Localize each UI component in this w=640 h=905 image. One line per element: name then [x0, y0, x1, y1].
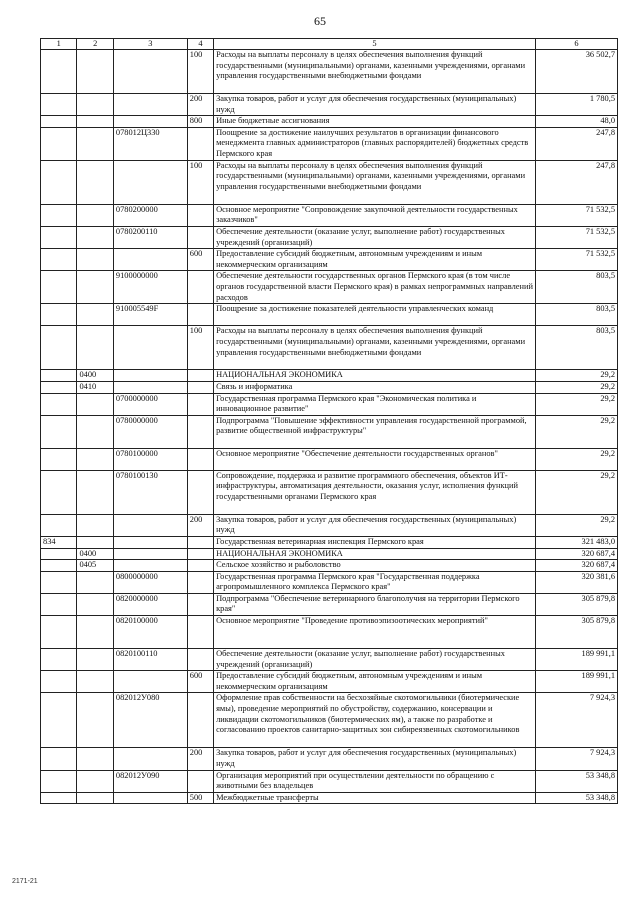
header-cell: 2: [77, 39, 113, 50]
section-cell: 0400: [77, 370, 113, 382]
gov-code-cell: [41, 50, 77, 94]
section-cell: [77, 226, 113, 248]
expense-type-cell: [187, 548, 213, 560]
expense-type-cell: 100: [187, 50, 213, 94]
amount-cell: 29,2: [535, 370, 617, 382]
expense-type-cell: [187, 616, 213, 649]
expense-type-cell: [187, 536, 213, 548]
expense-type-cell: [187, 271, 213, 304]
table-row: [41, 536, 618, 548]
gov-code-cell: [41, 393, 77, 415]
target-code-cell: 0820100110: [113, 649, 187, 671]
gov-code-cell: [41, 616, 77, 649]
target-code-cell: [113, 548, 187, 560]
amount-cell: 189 991,1: [535, 649, 617, 671]
expense-type-cell: 100: [187, 326, 213, 370]
expense-type-cell: [187, 593, 213, 615]
amount-cell: 305 879,8: [535, 593, 617, 615]
expense-type-cell: 500: [187, 792, 213, 804]
gov-code-cell: [41, 249, 77, 271]
section-cell: [77, 116, 113, 128]
target-code-cell: 0780100130: [113, 470, 187, 514]
table-row: [41, 560, 618, 572]
target-code-cell: [113, 94, 187, 116]
gov-code-cell: [41, 370, 77, 382]
section-cell: [77, 326, 113, 370]
expense-type-cell: 600: [187, 671, 213, 693]
description-cell: Расходы на выплаты персоналу в целях обеспечения выполнения функций государственными (муниципальными) органами, казенными учреждениями, органами управления государственными внебюджетными фондами: [214, 326, 536, 370]
expense-type-cell: [187, 370, 213, 382]
target-code-cell: 0820000000: [113, 593, 187, 615]
expense-type-cell: [187, 770, 213, 792]
expense-type-cell: [187, 415, 213, 448]
target-code-cell: 0780100000: [113, 448, 187, 470]
amount-cell: 29,2: [535, 470, 617, 514]
amount-cell: 247,8: [535, 127, 617, 160]
gov-code-cell: [41, 560, 77, 572]
section-cell: [77, 94, 113, 116]
page-number: 65: [314, 14, 326, 28]
table-row: [41, 127, 618, 160]
description-cell: Связь и информатика: [214, 381, 536, 393]
section-cell: [77, 748, 113, 770]
section-cell: [77, 792, 113, 804]
amount-cell: 29,2: [535, 448, 617, 470]
description-cell: Государственная программа Пермского края "Экономическая политика и инновационное развитие": [214, 393, 536, 415]
section-cell: [77, 393, 113, 415]
section-cell: [77, 304, 113, 326]
section-cell: [77, 204, 113, 226]
table-row: [41, 381, 618, 393]
budget-table: [40, 38, 618, 804]
header-cell: 6: [535, 39, 617, 50]
table-row: [41, 370, 618, 382]
target-code-cell: [113, 560, 187, 572]
footer-code: 2171-21: [12, 878, 38, 885]
expense-type-cell: [187, 693, 213, 748]
description-cell: Подпрограмма "Повышение эффективности управления государственной программой, развитие общественной инфраструктуры": [214, 415, 536, 448]
amount-cell: 320 381,6: [535, 571, 617, 593]
target-code-cell: [113, 116, 187, 128]
gov-code-cell: [41, 381, 77, 393]
description-cell: Поощрение за достижение показателей деятельности управленческих команд: [214, 304, 536, 326]
target-code-cell: 0780200110: [113, 226, 187, 248]
description-cell: Обеспечение деятельности (оказание услуг, выполнение работ) государственных учреждений (организаций): [214, 226, 536, 248]
section-cell: [77, 160, 113, 204]
table-row: [41, 116, 618, 128]
section-cell: [77, 271, 113, 304]
table-row: [41, 249, 618, 271]
table-row: [41, 415, 618, 448]
target-code-cell: [113, 792, 187, 804]
section-cell: [77, 616, 113, 649]
description-cell: Основное мероприятие "Обеспечение деятельности государственных органов": [214, 448, 536, 470]
gov-code-cell: [41, 693, 77, 748]
amount-cell: 29,2: [535, 393, 617, 415]
expense-type-cell: 200: [187, 514, 213, 536]
table-row: [41, 649, 618, 671]
description-cell: Сельское хозяйство и рыболовство: [214, 560, 536, 572]
description-cell: Поощрение за достижение наилучших результатов в организации финансового менеджмента главных администраторов (главных распорядителей) бюджетных средств Пермского края: [214, 127, 536, 160]
amount-cell: 29,2: [535, 415, 617, 448]
amount-cell: 1 780,5: [535, 94, 617, 116]
gov-code-cell: [41, 94, 77, 116]
expense-type-cell: [187, 448, 213, 470]
table-row: [41, 393, 618, 415]
section-cell: [77, 649, 113, 671]
gov-code-cell: [41, 548, 77, 560]
section-cell: 0405: [77, 560, 113, 572]
target-code-cell: [113, 50, 187, 94]
table-row: [41, 792, 618, 804]
target-code-cell: 0820100000: [113, 616, 187, 649]
description-cell: Государственная программа Пермского края "Государственная поддержка агропромышленного комплекса Пермского края": [214, 571, 536, 593]
target-code-cell: [113, 671, 187, 693]
amount-cell: 29,2: [535, 381, 617, 393]
expense-type-cell: [187, 560, 213, 572]
gov-code-cell: 834: [41, 536, 77, 548]
description-cell: НАЦИОНАЛЬНАЯ ЭКОНОМИКА: [214, 548, 536, 560]
table-row: [41, 770, 618, 792]
expense-type-cell: [187, 393, 213, 415]
section-cell: [77, 571, 113, 593]
description-cell: Расходы на выплаты персоналу в целях обеспечения выполнения функций государственными (муниципальными) органами, казенными учреждениями, органами управления государственными внебюджетными фондами: [214, 50, 536, 94]
amount-cell: 48,0: [535, 116, 617, 128]
description-cell: Сопровождение, поддержка и развитие программного обеспечения, объектов ИТ-инфраструктуры, автоматизация деятельности, оказания услуг, исполнения функций государственными органами Пермского края: [214, 470, 536, 514]
gov-code-cell: [41, 204, 77, 226]
description-cell: Закупка товаров, работ и услуг для обеспечения государственных (муниципальных) нужд: [214, 514, 536, 536]
description-cell: Основное мероприятие "Сопровождение закупочной деятельности государственных заказчиков": [214, 204, 536, 226]
table-row: [41, 304, 618, 326]
table-row: [41, 326, 618, 370]
amount-cell: 803,5: [535, 326, 617, 370]
amount-cell: 7 924,3: [535, 693, 617, 748]
gov-code-cell: [41, 271, 77, 304]
expense-type-cell: 200: [187, 748, 213, 770]
amount-cell: 321 483,0: [535, 536, 617, 548]
section-cell: [77, 448, 113, 470]
description-cell: Подпрограмма "Обеспечение ветеринарного благополучия на территории Пермского края": [214, 593, 536, 615]
amount-cell: 803,5: [535, 304, 617, 326]
header-row: [41, 39, 618, 50]
description-cell: Оформление прав собственности на бесхозяйные скотомогильники (биотермические ямы), проведение мероприятий по обустройству, содержанию, консервации и ликвидации скотомогильников (биотермических ям), а также по разработке и согласованию проектов санитарно-защитных зон сибиреязвенных скотомогильников: [214, 693, 536, 748]
section-cell: [77, 770, 113, 792]
table-row: [41, 748, 618, 770]
expense-type-cell: [187, 226, 213, 248]
amount-cell: 247,8: [535, 160, 617, 204]
section-cell: [77, 593, 113, 615]
gov-code-cell: [41, 770, 77, 792]
header-cell: 4: [187, 39, 213, 50]
section-cell: [77, 671, 113, 693]
table-row: [41, 226, 618, 248]
gov-code-cell: [41, 748, 77, 770]
gov-code-cell: [41, 571, 77, 593]
target-code-cell: [113, 326, 187, 370]
expense-type-cell: [187, 470, 213, 514]
section-cell: [77, 127, 113, 160]
description-cell: Обеспечение деятельности государственных органов Пермского края (в том числе органов государственной власти Пермского края) в рамках непрограммных направлений расходов: [214, 271, 536, 304]
table-row: [41, 50, 618, 94]
header-cell: 3: [113, 39, 187, 50]
section-cell: [77, 415, 113, 448]
table-row: [41, 271, 618, 304]
description-cell: Организация мероприятий при осуществлении деятельности по обращению с животными без владельцев: [214, 770, 536, 792]
amount-cell: 803,5: [535, 271, 617, 304]
expense-type-cell: 600: [187, 249, 213, 271]
section-cell: [77, 249, 113, 271]
description-cell: Предоставление субсидий бюджетным, автономным учреждениям и иным некоммерческим организациям: [214, 249, 536, 271]
description-cell: Предоставление субсидий бюджетным, автономным учреждениям и иным некоммерческим организациям: [214, 671, 536, 693]
amount-cell: 71 532,5: [535, 226, 617, 248]
description-cell: Иные бюджетные ассигнования: [214, 116, 536, 128]
description-cell: Обеспечение деятельности (оказание услуг, выполнение работ) государственных учреждений (организаций): [214, 649, 536, 671]
header-cell: 5: [214, 39, 536, 50]
amount-cell: 36 502,7: [535, 50, 617, 94]
gov-code-cell: [41, 326, 77, 370]
target-code-cell: [113, 249, 187, 271]
gov-code-cell: [41, 514, 77, 536]
expense-type-cell: 200: [187, 94, 213, 116]
section-cell: [77, 536, 113, 548]
target-code-cell: 0700000000: [113, 393, 187, 415]
target-code-cell: 0780200000: [113, 204, 187, 226]
gov-code-cell: [41, 127, 77, 160]
table-row: [41, 693, 618, 748]
target-code-cell: [113, 160, 187, 204]
expense-type-cell: [187, 381, 213, 393]
table-row: [41, 160, 618, 204]
description-cell: Закупка товаров, работ и услуг для обеспечения государственных (муниципальных) нужд: [214, 748, 536, 770]
gov-code-cell: [41, 160, 77, 204]
gov-code-cell: [41, 304, 77, 326]
gov-code-cell: [41, 415, 77, 448]
table-row: [41, 593, 618, 615]
table-row: [41, 204, 618, 226]
target-code-cell: [113, 514, 187, 536]
amount-cell: 29,2: [535, 514, 617, 536]
target-code-cell: [113, 370, 187, 382]
amount-cell: 71 532,5: [535, 204, 617, 226]
expense-type-cell: 800: [187, 116, 213, 128]
expense-type-cell: [187, 204, 213, 226]
table-row: [41, 671, 618, 693]
description-cell: Государственная ветеринарная инспекция Пермского края: [214, 536, 536, 548]
description-cell: НАЦИОНАЛЬНАЯ ЭКОНОМИКА: [214, 370, 536, 382]
target-code-cell: [113, 748, 187, 770]
gov-code-cell: [41, 671, 77, 693]
target-code-cell: 082012У090: [113, 770, 187, 792]
target-code-cell: 910005549F: [113, 304, 187, 326]
section-cell: [77, 50, 113, 94]
gov-code-cell: [41, 470, 77, 514]
expense-type-cell: [187, 127, 213, 160]
table-row: [41, 94, 618, 116]
table-row: [41, 571, 618, 593]
description-cell: Межбюджетные трансферты: [214, 792, 536, 804]
amount-cell: 7 924,3: [535, 748, 617, 770]
expense-type-cell: [187, 571, 213, 593]
target-code-cell: 0780000000: [113, 415, 187, 448]
gov-code-cell: [41, 226, 77, 248]
header-cell: 1: [41, 39, 77, 50]
amount-cell: 53 348,8: [535, 792, 617, 804]
target-code-cell: [113, 536, 187, 548]
table-row: [41, 548, 618, 560]
target-code-cell: 9100000000: [113, 271, 187, 304]
gov-code-cell: [41, 448, 77, 470]
table-row: [41, 616, 618, 649]
description-cell: Закупка товаров, работ и услуг для обеспечения государственных (муниципальных) нужд: [214, 94, 536, 116]
section-cell: 0410: [77, 381, 113, 393]
target-code-cell: 082012У080: [113, 693, 187, 748]
section-cell: [77, 693, 113, 748]
section-cell: [77, 514, 113, 536]
gov-code-cell: [41, 792, 77, 804]
table-row: [41, 470, 618, 514]
description-cell: Основное мероприятие "Проведение противоэпизоотических мероприятий": [214, 616, 536, 649]
amount-cell: 189 991,1: [535, 671, 617, 693]
expense-type-cell: [187, 649, 213, 671]
amount-cell: 320 687,4: [535, 548, 617, 560]
gov-code-cell: [41, 593, 77, 615]
section-cell: 0400: [77, 548, 113, 560]
description-cell: Расходы на выплаты персоналу в целях обеспечения выполнения функций государственными (муниципальными) органами, казенными учреждениями, органами управления государственными внебюджетными фондами: [214, 160, 536, 204]
expense-type-cell: [187, 304, 213, 326]
table-row: [41, 514, 618, 536]
section-cell: [77, 470, 113, 514]
amount-cell: 305 879,8: [535, 616, 617, 649]
amount-cell: 53 348,8: [535, 770, 617, 792]
target-code-cell: 0800000000: [113, 571, 187, 593]
target-code-cell: 078012Ц330: [113, 127, 187, 160]
amount-cell: 71 532,5: [535, 249, 617, 271]
gov-code-cell: [41, 116, 77, 128]
target-code-cell: [113, 381, 187, 393]
table-row: [41, 448, 618, 470]
gov-code-cell: [41, 649, 77, 671]
amount-cell: 320 687,4: [535, 560, 617, 572]
expense-type-cell: 100: [187, 160, 213, 204]
